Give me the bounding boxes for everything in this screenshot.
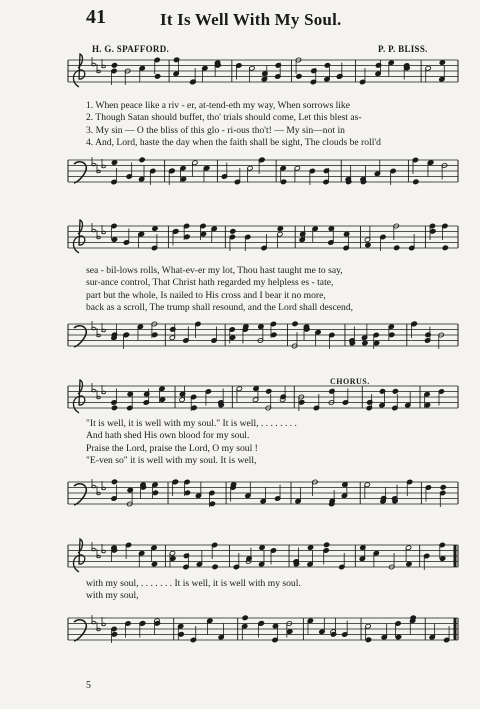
system2-treble-staff <box>66 218 460 262</box>
chorus-label: CHORUS. <box>330 377 370 386</box>
staff-engraving <box>68 54 458 87</box>
system1-lyrics <box>86 100 456 149</box>
staff-engraving <box>68 479 458 507</box>
lyric-line: "It is well, it is well with my soul." It is well, . . . . . . . . <box>86 418 297 429</box>
lyric-line: with my soul, <box>86 590 139 602</box>
staff-engraving <box>68 157 458 185</box>
staff-engraving <box>68 220 458 253</box>
lyric-line: with my soul, . . . . . . . It is well, it is well with my soul. <box>86 578 301 589</box>
staff-engraving <box>68 539 458 572</box>
lyric-line: 3. My sin — O the bliss of this glo - ri-ous tho't! — My sin—not in <box>86 124 345 136</box>
lyric-line: "E-ven so" it is well with my soul. It is well, <box>86 454 257 466</box>
system4-treble-staff <box>66 537 460 581</box>
staff-engraving <box>68 380 458 413</box>
system2-bass-staff <box>66 316 460 360</box>
staff-engraving <box>68 615 458 643</box>
composer-credit: P. P. BLISS. <box>378 44 428 54</box>
lyric-line: back as a scroll, The trump shall resound, and the Lord shall descend, <box>86 301 354 313</box>
footer-number: 5 <box>86 680 91 691</box>
hymn-title: It Is Well With My Soul. <box>160 10 342 29</box>
system1-treble-staff <box>66 52 460 96</box>
page-number: 41 <box>86 6 106 28</box>
lyric-line: part but the whole, Is nailed to His cross and I bear it no more, <box>86 289 326 301</box>
lyric-line: And hath shed His own blood for my soul. <box>86 430 250 442</box>
lyric-line: sea - bil-lows rolls, What-ev-er my lot, Thou hast taught me to say, <box>86 265 343 276</box>
system3-lyrics <box>86 418 456 467</box>
system1-bass-staff <box>66 152 460 196</box>
system2-lyrics <box>86 265 456 314</box>
lyric-line: sur-ance control, That Christ hath regarded my helpless es - tate, <box>86 277 334 289</box>
system3-bass-staff <box>66 474 460 518</box>
lyric-line: 2. Though Satan should buffet, tho' trials should come, Let this blest as- <box>86 112 362 124</box>
lyricist-credit: H. G. SPAFFORD. <box>92 44 170 54</box>
system3-treble-staff <box>66 378 460 422</box>
system4-bass-staff <box>66 610 460 654</box>
staff-engraving <box>68 321 458 349</box>
lyric-line: 4. And, Lord, haste the day when the faith shall be sight, The clouds be roll'd <box>86 136 381 148</box>
lyric-line: Praise the Lord, praise the Lord, O my soul ! <box>86 442 258 454</box>
lyric-line: 1. When peace like a riv - er, at-tend-eth my way, When sorrows like <box>86 100 350 111</box>
system4-lyrics <box>86 578 456 603</box>
